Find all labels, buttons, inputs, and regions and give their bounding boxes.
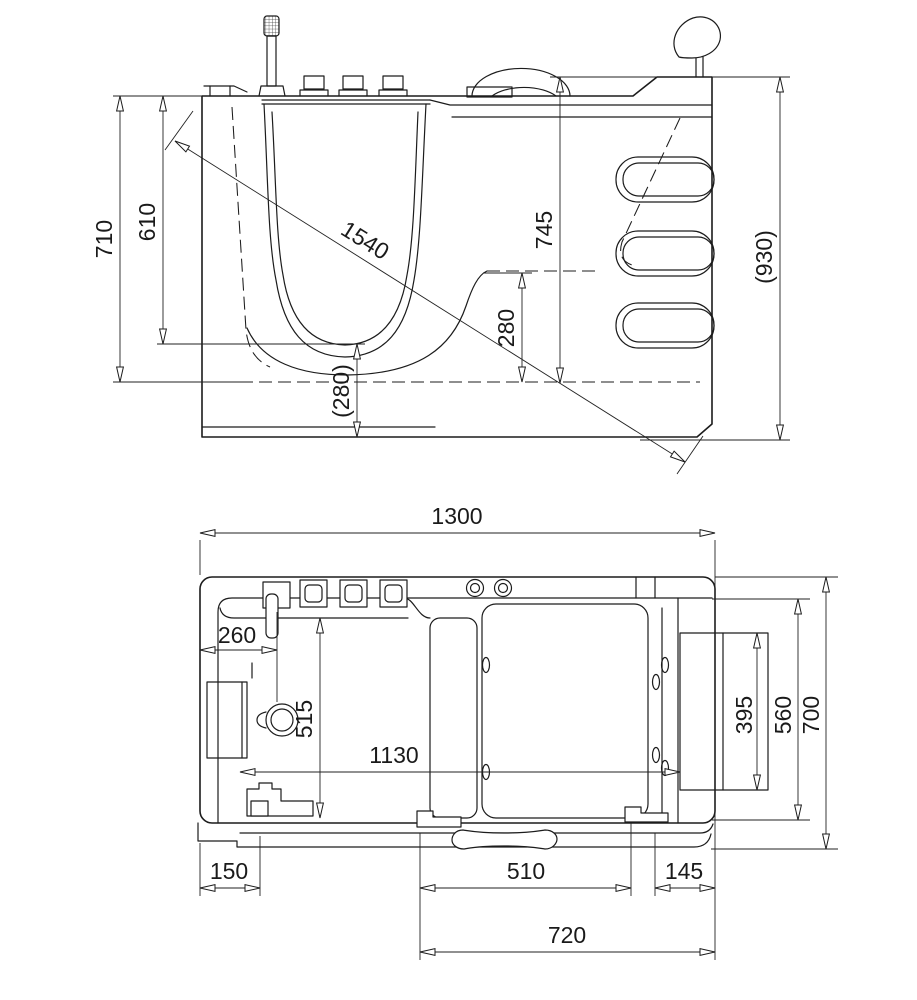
dim-front-opening-span: 720 xyxy=(547,922,587,948)
backrest-hidden-edge xyxy=(621,118,680,266)
dim-basin-width: 515 xyxy=(291,699,317,739)
plan-door-pocket xyxy=(207,682,247,758)
diagonal-end-tick-bottom xyxy=(677,436,703,474)
shower-base xyxy=(259,86,285,96)
dim-front-right-offset: 145 xyxy=(664,858,704,884)
overflow-fitting xyxy=(204,86,247,96)
shower-head xyxy=(264,16,279,36)
plan-deck-fixtures xyxy=(263,580,512,639)
plan-basin xyxy=(482,604,648,818)
footwell-shell-arc xyxy=(247,271,487,375)
dim-door-opening-width: 510 xyxy=(506,858,546,884)
side-deck-fixtures xyxy=(204,16,720,97)
dim-door-bottom-depth: 610 xyxy=(134,202,160,242)
dim-total-height: (930) xyxy=(751,230,777,284)
plan-deck-s-curve xyxy=(404,598,430,618)
dim-line-1540 xyxy=(175,141,685,462)
grab-handle-arch xyxy=(467,68,570,97)
plan-extension-lines xyxy=(200,540,838,960)
hand-shower xyxy=(259,16,285,96)
dim-width-overall: 700 xyxy=(798,695,824,735)
plan-door-panel xyxy=(430,618,477,818)
side-armrest-slots xyxy=(616,157,714,348)
dim-length-overall: 1300 xyxy=(431,503,483,529)
plan-view xyxy=(198,503,838,960)
side-shell xyxy=(202,77,712,437)
door-hidden-edge xyxy=(232,107,270,367)
dim-seat-height: 280 xyxy=(493,308,519,348)
dim-backrest-width: 395 xyxy=(731,695,757,735)
dim-sill-to-floor: (280) xyxy=(328,364,354,418)
dim-front-left-offset: 150 xyxy=(209,858,249,884)
plan-dimension-labels xyxy=(210,503,824,948)
faucet-knobs xyxy=(300,76,407,96)
side-view xyxy=(91,16,790,474)
diagonal-end-tick-top xyxy=(165,111,193,150)
dim-height-overall: 710 xyxy=(91,219,117,259)
dim-diagonal: 1540 xyxy=(336,215,394,265)
front-grab-handle xyxy=(452,830,557,849)
plan-deck-pocket-edge xyxy=(220,608,408,618)
dim-basin-length: 1130 xyxy=(369,742,419,768)
side-rim-inner-line xyxy=(430,100,712,105)
side-dimension-labels xyxy=(91,203,777,418)
side-body-outline xyxy=(202,77,712,437)
door-latches xyxy=(247,783,668,827)
dim-seat-depth: 560 xyxy=(770,695,796,735)
dim-rim-height: 745 xyxy=(531,210,557,250)
plan-shower-wand xyxy=(266,594,278,638)
dim-hinge-offset: 260 xyxy=(217,622,257,648)
plan-air-controls xyxy=(467,580,512,597)
plan-knobs xyxy=(300,580,407,607)
headrest-pillow xyxy=(674,17,720,77)
shower-wand xyxy=(267,36,276,86)
plan-dimension-lines xyxy=(200,533,826,952)
